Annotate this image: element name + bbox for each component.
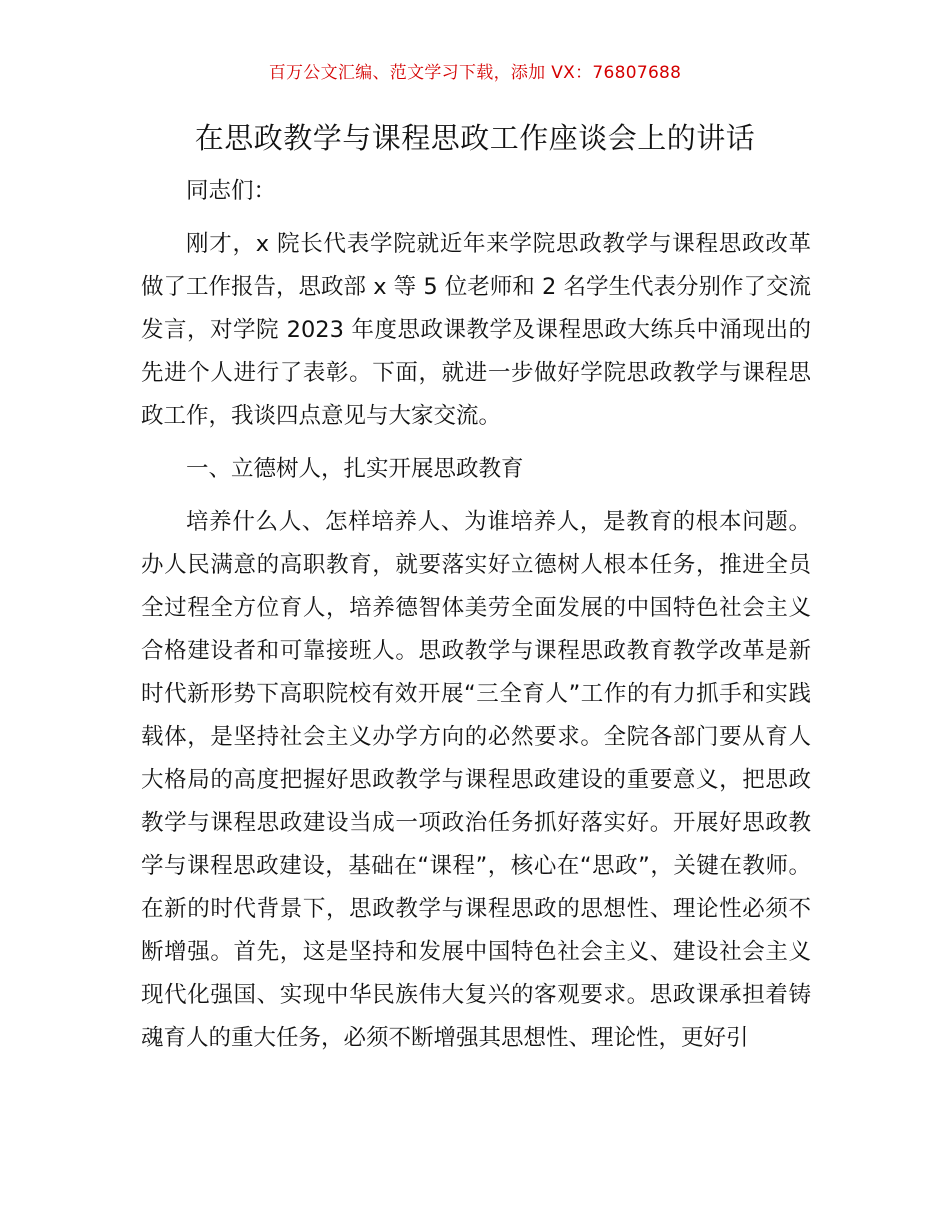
section-heading-1: 一、立德树人，扎实开展思政教育: [186, 456, 524, 482]
paragraph-section-1: 培养什么人、怎样培养人、为谁培养人，是教育的根本问题。办人民满意的高职教育，就要落实好立德树人根本任务，推进全员全过程全方位育人，培养德智体美劳全面发展的中国特色社会主义合格建设者和可靠接班人。思政教学与课程思政教育教学改革是新时代新形势下高职院校有效开展“三全育人”工作的有力抓手和实践载体，是坚持社会主义办学方向的必然要求。全院各部门要从育人大格局的高度把握好思政教学与课程思政建设的重要意义，把思政教学与课程思政建设当成一项政治任务抓好落实好。开展好思政教学与课程思政建设，基础在“课程”，核心在“思政”，关键在教师。在新的时代背景下，思政教学与课程思政的思想性、理论性必须不断增强。首先，这是坚持和发展中国特色社会主义、建设社会主义现代化强国、实现中华民族伟大复兴的客观要求。思政课承担着铸魂育人的重大任务，必须不断增强其思想性、理论性，更好引: [141, 509, 811, 1051]
page-title: 在思政教学与课程思政工作座谈会上的讲话: [194, 121, 756, 155]
greeting: 同志们：: [186, 178, 277, 204]
document-body: [141, 170, 811, 1060]
watermark-header: 百万公文汇编、范文学习下载，添加 VX：76807688: [268, 63, 682, 83]
paragraph-intro: 刚才，x 院长代表学院就近年来学院思政教学与课程思政改革做了工作报告，思政部 x 等 5 位老师和 2 名学生代表分别作了交流发言，对学院 2023 年度思政课教学及课程思政大练兵中涌现出的先进个人进行了表彰。下面，就进一步做好学院思政教学与课程思政工作，我谈四点意见与大家交流。: [141, 231, 811, 429]
